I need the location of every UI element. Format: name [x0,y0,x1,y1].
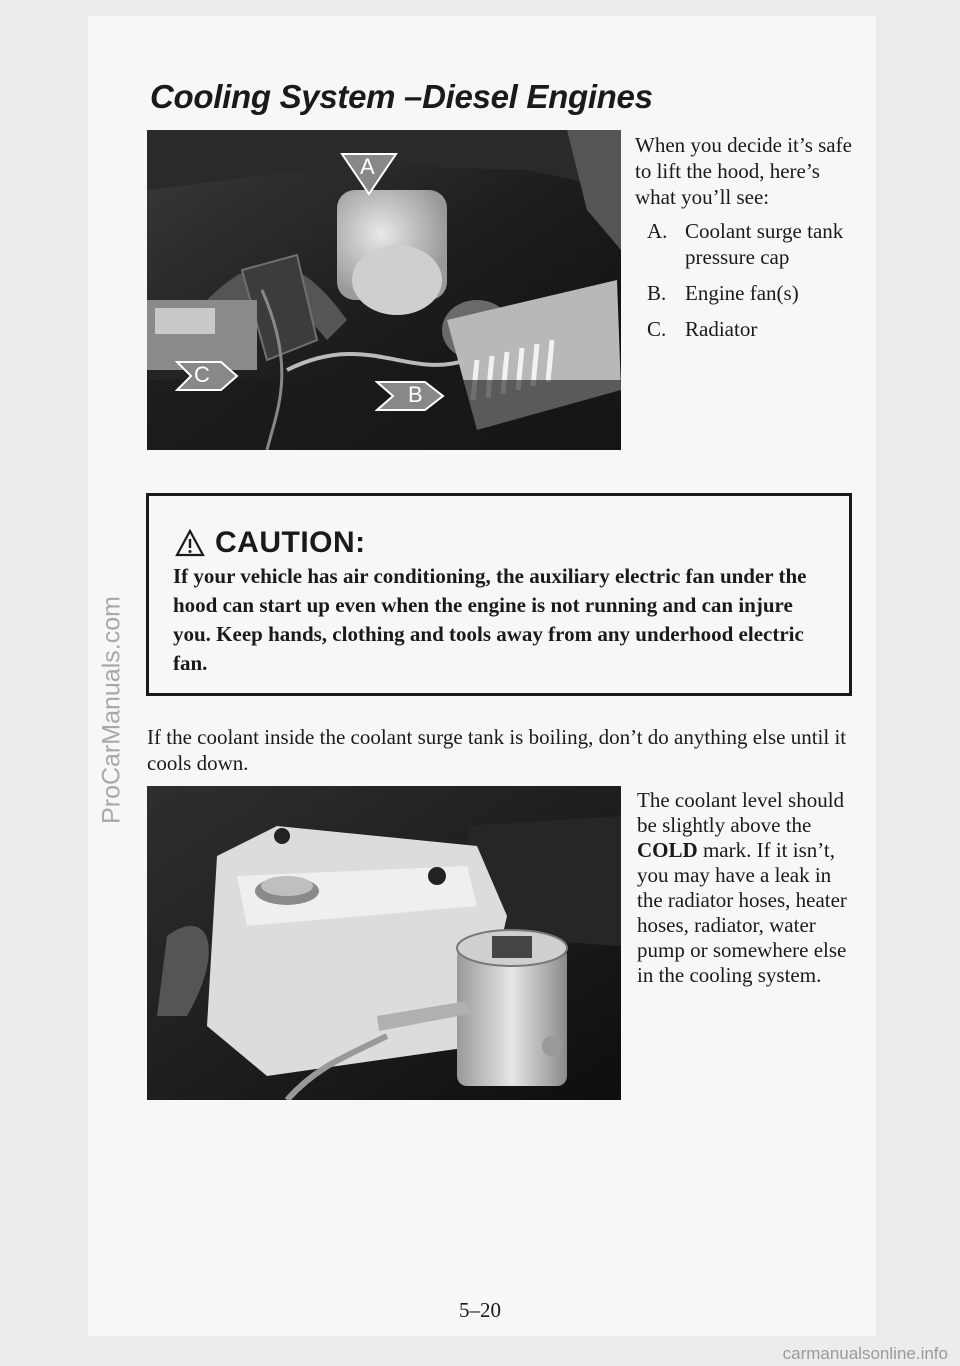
level-text-after: mark. If it isn’t, you may have a leak in the radiator hoses, heater hoses, radiator, water pump or somewhere else in the cooling system. [637,838,847,987]
coolant-tank-photo [147,786,621,1100]
side-watermark: ProCarManuals.com [97,596,126,824]
callout-a-label: A [360,154,375,179]
caution-label: CAUTION: [215,526,366,559]
page-title: Cooling System –Diesel Engines [150,78,653,115]
caution-text: If your vehicle has air conditioning, the auxiliary electric fan under the hood can start up even when the engine is not running and can injure you. Keep hands, clothing and tools away from any underhood electric fan. [173,564,807,675]
legend-list [635,218,875,352]
legend-item-b [635,280,875,306]
caution-heading [175,526,366,560]
legend-letter: B. [647,281,667,305]
page-number: 5–20 [459,1298,501,1322]
legend-text: Radiator [685,317,758,341]
legend-text: Coolant surge tank pressure cap [685,219,844,269]
callout-b-label: B [408,382,423,407]
intro-text: When you decide it’s safe to lift the hood, here’s what you’ll see: [635,133,852,209]
footer-watermark: carmanualsonline.info [782,1344,948,1363]
coolant-level-text [637,788,859,988]
legend-item-a [635,218,875,270]
legend-letter: C. [647,317,667,341]
legend-letter: A. [647,219,668,243]
warning-triangle-icon [175,529,205,557]
legend-item-c [635,316,875,342]
callout-c-label: C [194,362,210,387]
boiling-paragraph: If the coolant inside the coolant surge tank is boiling, don’t do anything else until it cools down. [147,725,847,775]
caution-box [146,493,852,696]
cold-mark-label: COLD [637,838,698,862]
legend-text: Engine fan(s) [685,281,799,305]
level-text-before: The coolant level should be slightly above the [637,788,845,837]
